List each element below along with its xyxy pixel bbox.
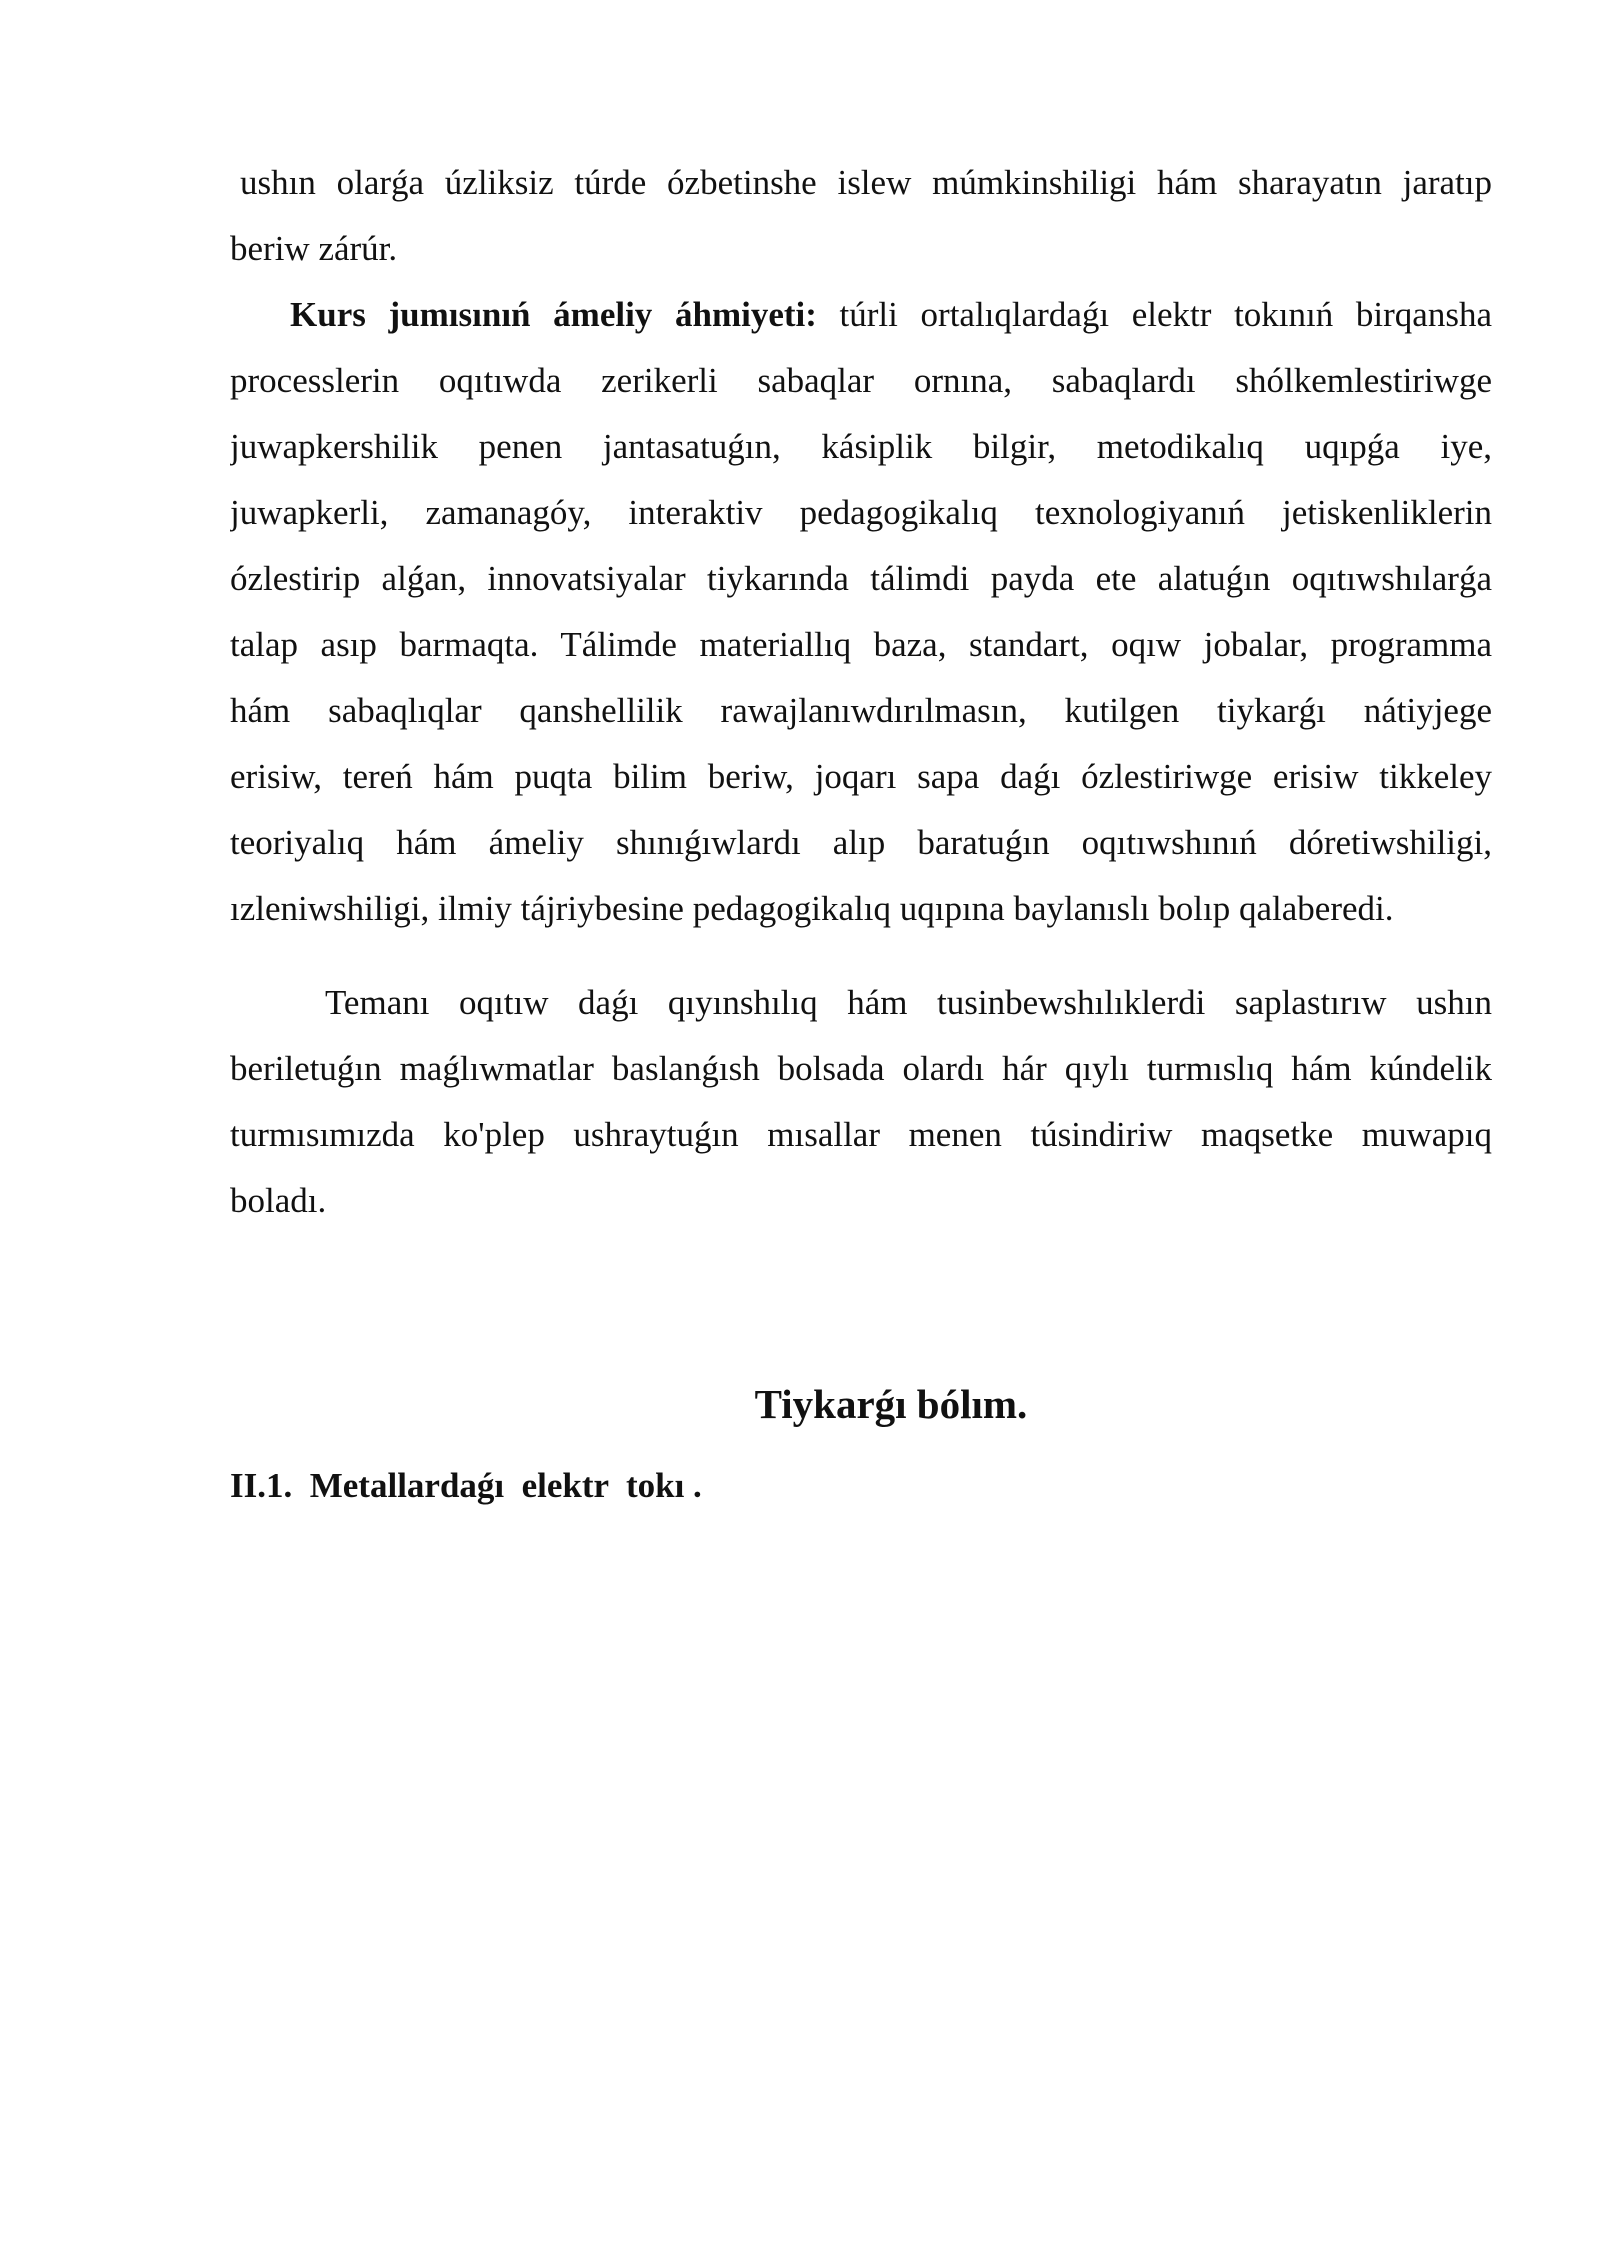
text-line: hám sabaqlıqlar qanshellilik rawajlanıwdırılmasın, kutilgen tiykarǵı nátiyjege bbox=[230, 691, 1492, 730]
text-run: túrli ortalıqlardaǵı elektr tokınıń birqansha bbox=[816, 295, 1492, 334]
bold-lead: Kurs jumısınıń ámeliy áhmiyeti: bbox=[290, 295, 817, 334]
text-line: teoriyalıq hám ámeliy shınıǵıwlardı alıp baratuǵın oqıtıwshınıń dóretiwshiligi, bbox=[230, 823, 1492, 862]
document-page bbox=[230, 150, 1492, 1516]
text-line: boladı. bbox=[230, 1181, 327, 1220]
text-line: ushın olarǵa úzliksiz túrde ózbetinshe islew múmkinshiligi hám sharayatın jaratıp bbox=[240, 163, 1492, 202]
paragraph-2 bbox=[230, 282, 1492, 942]
text-line: talap asıp barmaqta. Tálimde materiallıq baza, standart, oqıw jobalar, programma bbox=[230, 625, 1492, 664]
text-line: beriw zárúr. bbox=[230, 229, 398, 268]
text-line: Temanı oqıtıw daǵı qıyınshılıq hám tusinbewshılıklerdi saplastırıw ushın bbox=[325, 983, 1492, 1022]
text-line: ózlestirip alǵan, innovatsiyalar tiykarında tálimdi payda ete alatuǵın oqıtıwshılarǵa bbox=[230, 559, 1492, 598]
paragraph-1 bbox=[230, 150, 1492, 282]
subsection-heading: II.1. Metallardaǵı elektr tokı . bbox=[230, 1466, 702, 1505]
text-line: ızleniwshiligi, ilmiy tájriybesine pedagogikalıq uqıpına baylanıslı bolıp qalaberedi. bbox=[230, 889, 1394, 928]
text-line: processlerin oqıtıwda zerikerli sabaqlar ornına, sabaqlardı shólkemlestiriwge bbox=[230, 361, 1492, 400]
text-line: juwapkershilik penen jantasatuǵın, kásiplik bilgir, metodikalıq uqıpǵa iye, bbox=[230, 427, 1492, 466]
text-line: beriletuǵın maǵlıwmatlar baslanǵısh bolsada olardı hár qıylı turmıslıq hám kúndelik bbox=[230, 1049, 1492, 1088]
text-line bbox=[230, 282, 1492, 348]
text-line: juwapkerli, zamanagóy, interaktiv pedagogikalıq texnologiyanıń jetiskenliklerin bbox=[230, 493, 1492, 532]
text-line: erisiw, tereń hám puqta bilim beriw, joqarı sapa daǵı ózlestiriwge erisiw tikkeley bbox=[230, 757, 1492, 796]
text-line: turmısımızda ko'plep ushraytuǵın mısallar menen túsindiriw maqsetke muwapıq bbox=[230, 1115, 1492, 1154]
paragraph-gap bbox=[230, 942, 1492, 970]
paragraph-3 bbox=[230, 970, 1492, 1234]
section-heading: Tiykarǵı bólım. bbox=[754, 1381, 1028, 1427]
